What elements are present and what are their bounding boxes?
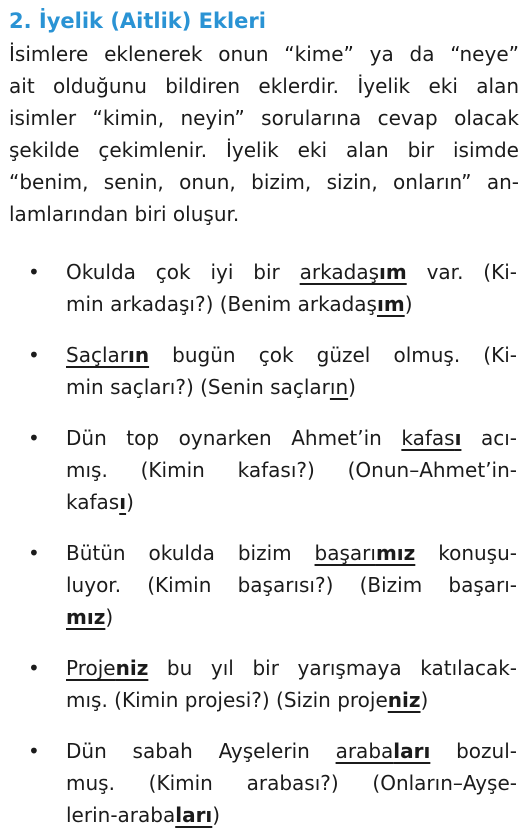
text-span: Dün sabah Ayşelerin	[66, 739, 336, 763]
text-span: konuşu-	[415, 541, 517, 565]
example-text	[66, 256, 519, 320]
bullet-icon: •	[28, 343, 40, 367]
text-span: Dün top oynarken Ahmet’in	[66, 426, 402, 450]
possessive-suffix: ları	[175, 803, 213, 827]
example-line	[66, 537, 517, 569]
example-item	[9, 256, 519, 320]
possessive-suffix: ım	[376, 292, 405, 316]
text-span: min arkadaşı?) (Benim arkadaş	[66, 292, 377, 316]
possessive-suffix: ım	[379, 260, 407, 284]
underlined-word: araba	[335, 739, 394, 763]
text-span: kafas	[66, 490, 120, 514]
text-span: )	[212, 803, 221, 827]
example-item	[9, 735, 519, 831]
example-line	[66, 486, 517, 518]
text-span: )	[404, 292, 413, 316]
example-line	[66, 339, 517, 371]
example-line	[66, 767, 517, 799]
example-text	[66, 339, 519, 403]
intro-line: “benim, senin, onun, bizim, sizin, onların” an-	[9, 170, 519, 194]
possessive-suffix: ı	[119, 490, 127, 514]
example-line	[66, 288, 517, 320]
underlined-word: Saçlar	[66, 343, 128, 367]
example-line	[66, 569, 517, 601]
text-span: Okulda çok iyi bir	[66, 260, 300, 284]
bullet-icon: •	[28, 541, 40, 565]
possessive-suffix: ın	[127, 343, 150, 367]
underlined-word: arkadaş	[299, 260, 379, 284]
example-line	[66, 652, 517, 684]
example-item	[9, 652, 519, 716]
text-span: acı-	[461, 426, 517, 450]
example-line	[66, 799, 517, 831]
text-span: bu yıl bir yarışmaya katılacak-	[148, 656, 517, 680]
example-text	[66, 537, 519, 633]
example-line	[66, 454, 517, 486]
text-span: )	[420, 688, 429, 712]
underlined-word: başarı	[314, 541, 376, 565]
intro-paragraph	[9, 38, 519, 230]
intro-line: isimler “kimin, neyin” sorularına cevap olacak	[9, 106, 519, 130]
text-span: bugün çok güzel olmuş. (Ki-	[149, 343, 517, 367]
bullet-icon: •	[28, 260, 40, 284]
text-span: mış. (Kimin projesi?) (Sizin proje	[66, 688, 388, 712]
example-text	[66, 422, 519, 518]
possessive-suffix: mız	[375, 541, 416, 565]
bullet-icon: •	[28, 426, 40, 450]
text-span: )	[126, 490, 134, 514]
text-span: muş. (Kimin arabası?) (Onların–Ayşe-	[66, 771, 517, 795]
underlined-word: kafas	[401, 426, 455, 450]
bullet-icon: •	[28, 656, 40, 680]
example-line	[66, 371, 517, 403]
possessive-suffix: niz	[387, 688, 421, 712]
text-span: var. (Ki-	[406, 260, 517, 284]
example-item	[9, 422, 519, 518]
text-span: luyor. (Kimin başarısı?) (Bizim başarı-	[66, 573, 517, 597]
example-item	[9, 339, 519, 403]
example-text	[66, 735, 519, 831]
intro-line: şekilde çekimlenir. İyelik eki alan bir isimde	[9, 138, 519, 162]
example-text	[66, 652, 519, 716]
section-title: 2. İyelik (Aitlik) Ekleri	[9, 9, 266, 33]
underlined-word: ın	[329, 375, 349, 399]
example-line	[66, 256, 517, 288]
text-span: Bütün okulda bizim	[66, 541, 315, 565]
text-span: min saçları?) (Senin saçlar	[66, 375, 330, 399]
text-span: lerin-araba	[66, 803, 176, 827]
text-span: )	[348, 375, 356, 399]
example-line	[66, 684, 517, 716]
example-list	[9, 256, 519, 831]
intro-line: lamlarından biri oluşur.	[9, 202, 240, 226]
example-item	[9, 537, 519, 633]
text-span: )	[105, 605, 114, 629]
possessive-suffix: niz	[115, 656, 149, 680]
intro-line: İsimlere eklenerek onun “kime” ya da “neye”	[9, 42, 519, 66]
text-span: bozul-	[430, 739, 517, 763]
underlined-word: Proje	[66, 656, 116, 680]
possessive-suffix: ı	[454, 426, 462, 450]
text-span: mış. (Kimin kafası?) (Onun–Ahmet’in-	[66, 458, 517, 482]
possessive-suffix: ları	[393, 739, 431, 763]
possessive-suffix: mız	[66, 605, 106, 629]
example-line	[66, 422, 517, 454]
example-line	[66, 735, 517, 767]
example-line	[66, 601, 517, 633]
intro-line: ait olduğunu bildiren eklerdir. İyelik eki alan	[9, 74, 519, 98]
bullet-icon: •	[28, 739, 40, 763]
